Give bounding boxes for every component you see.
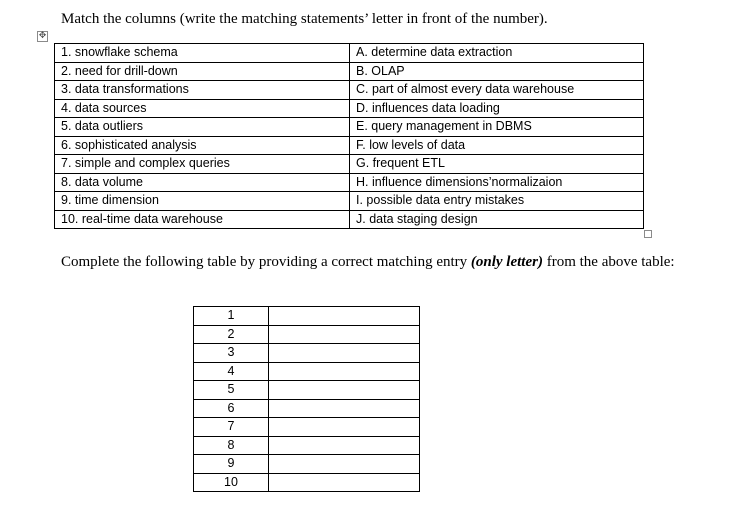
para-emphasis: (only letter) (470, 254, 543, 270)
table-resize-handle[interactable] (644, 230, 652, 238)
move-cross-icon[interactable]: ✥ (38, 31, 47, 41)
table-row (55, 136, 644, 155)
table-row (194, 325, 420, 344)
answer-number: 9 (194, 455, 269, 474)
answer-cell[interactable] (269, 381, 420, 400)
answer-cell[interactable] (269, 436, 420, 455)
answer-table (193, 306, 420, 492)
table-row (194, 455, 420, 474)
table-row (55, 62, 644, 81)
answer-number: 3 (194, 344, 269, 363)
answer-cell[interactable] (269, 473, 420, 492)
right-cell[interactable]: H. influence dimensions’normalizaion (350, 173, 644, 192)
para-text-after: from the above table: (542, 254, 675, 270)
left-cell[interactable]: 2. need for drill-down (55, 62, 350, 81)
answer-cell[interactable] (269, 307, 420, 326)
table-row (55, 155, 644, 174)
right-cell[interactable]: F. low levels of data (350, 136, 644, 155)
table-row (194, 399, 420, 418)
left-cell[interactable]: 1. snowflake schema (55, 44, 350, 63)
answer-number: 4 (194, 362, 269, 381)
answer-cell[interactable] (269, 399, 420, 418)
left-cell[interactable]: 6. sophisticated analysis (55, 136, 350, 155)
left-cell[interactable]: 3. data transformations (55, 81, 350, 100)
right-cell[interactable]: E. query management in DBMS (350, 118, 644, 137)
table-row (194, 344, 420, 363)
table-row (55, 210, 644, 229)
left-cell[interactable]: 9. time dimension (55, 192, 350, 211)
table-row (194, 307, 420, 326)
right-cell[interactable]: J. data staging design (350, 210, 644, 229)
table-row (194, 436, 420, 455)
table-row (55, 81, 644, 100)
answer-cell[interactable] (269, 418, 420, 437)
left-cell[interactable]: 4. data sources (55, 99, 350, 118)
table-row (194, 381, 420, 400)
right-cell[interactable]: I. possible data entry mistakes (350, 192, 644, 211)
right-cell[interactable]: A. determine data extraction (350, 44, 644, 63)
left-cell[interactable]: 10. real-time data warehouse (55, 210, 350, 229)
left-cell[interactable]: 8. data volume (55, 173, 350, 192)
table-row (194, 473, 420, 492)
table-row (55, 192, 644, 211)
right-cell[interactable]: D. influences data loading (350, 99, 644, 118)
table-row (55, 118, 644, 137)
answer-number: 2 (194, 325, 269, 344)
matching-table (54, 43, 644, 229)
answer-cell[interactable] (269, 325, 420, 344)
table-row (194, 362, 420, 381)
instruction-text: Match the columns (write the matching statements’ letter in front of the number). (61, 11, 548, 27)
para-text-before: Complete the following table by providing a correct matching entry (61, 254, 471, 270)
table-row (55, 44, 644, 63)
answer-number: 6 (194, 399, 269, 418)
answer-number: 8 (194, 436, 269, 455)
table-row (55, 99, 644, 118)
right-cell[interactable]: B. OLAP (350, 62, 644, 81)
left-cell[interactable]: 5. data outliers (55, 118, 350, 137)
right-cell[interactable]: C. part of almost every data warehouse (350, 81, 644, 100)
answer-number: 5 (194, 381, 269, 400)
table-row (194, 418, 420, 437)
right-cell[interactable]: G. frequent ETL (350, 155, 644, 174)
answer-cell[interactable] (269, 344, 420, 363)
answer-instructions (61, 252, 714, 273)
answer-cell[interactable] (269, 362, 420, 381)
answer-cell[interactable] (269, 455, 420, 474)
answer-number: 7 (194, 418, 269, 437)
answer-number: 10 (194, 473, 269, 492)
answer-number: 1 (194, 307, 269, 326)
table-row (55, 173, 644, 192)
left-cell[interactable]: 7. simple and complex queries (55, 155, 350, 174)
